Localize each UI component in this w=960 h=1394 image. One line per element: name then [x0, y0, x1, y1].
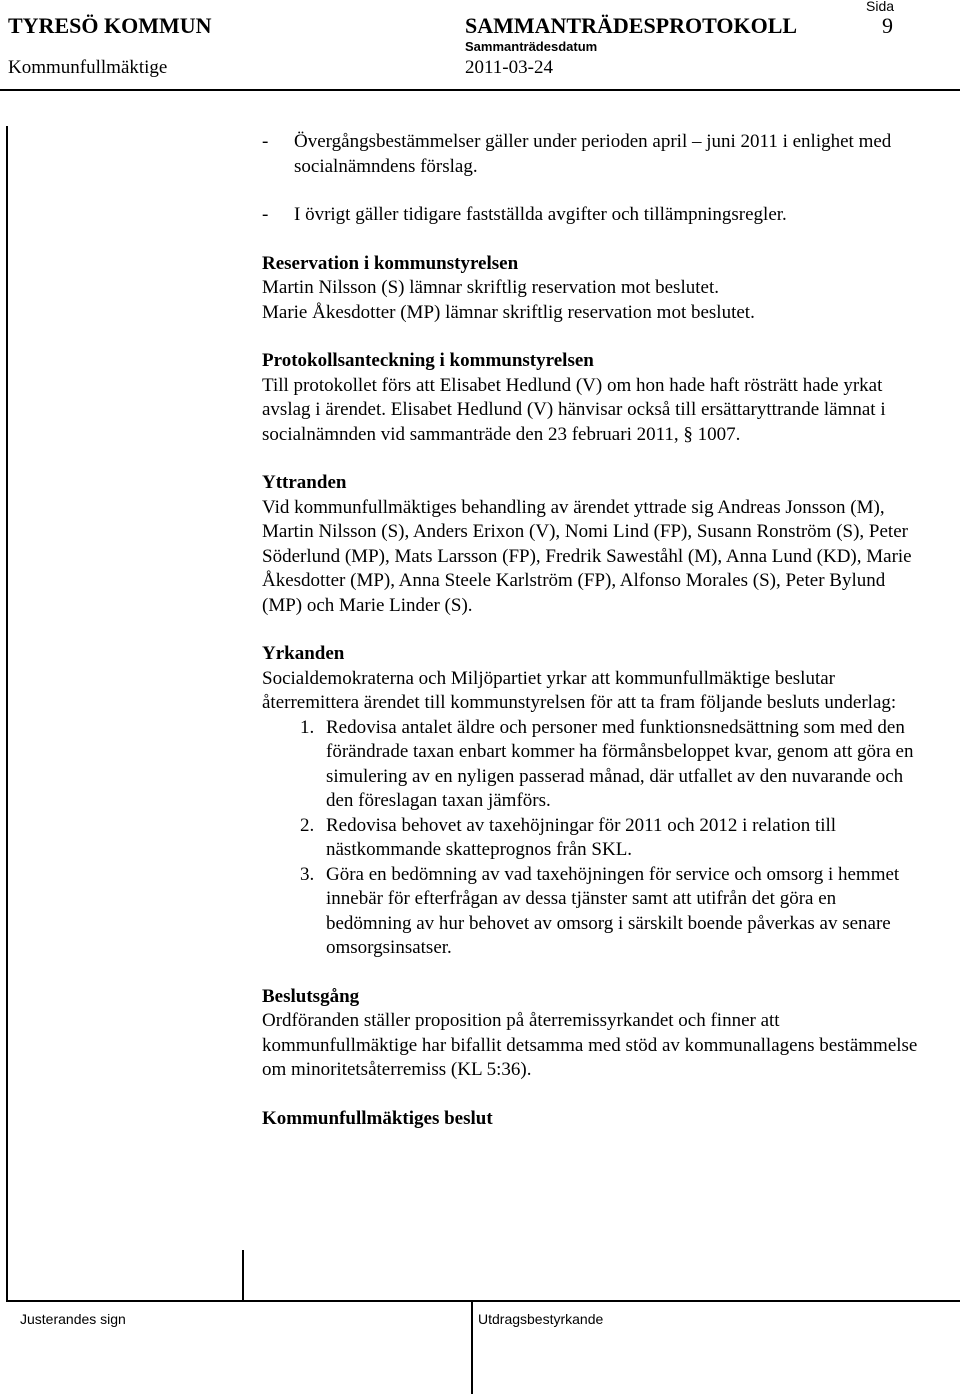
- reservation-line: Marie Åkesdotter (MP) lämnar skriftlig reservation mot beslutet.: [262, 301, 755, 323]
- bullet-text: Övergångsbestämmelser gäller under perioden april – juni 2011 i enlighet med socialnämndens förslag.: [294, 131, 892, 177]
- footer-divider-rule: [471, 1301, 473, 1394]
- list-item: [262, 863, 922, 961]
- protocol-body: [262, 130, 922, 1131]
- date-label: Sammanträdesdatum: [465, 39, 598, 54]
- list-item-number: 1.: [300, 716, 315, 738]
- body-name: Kommunfullmäktige: [8, 57, 168, 78]
- yttranden-heading: Yttranden: [262, 472, 347, 493]
- list-item-text: Göra en bedömning av vad taxehöjningen för service och omsorg i hemmet innebär för efterfrågan av dessa tjänster samt att utifrån det göra en bedömning av hur behovet av omsorg i särskilt boende påverkas av senare omsorgsinsatser.: [326, 863, 900, 958]
- bullet-item: [262, 130, 922, 179]
- list-item-number: 2.: [300, 814, 315, 836]
- footer-justerandes-sign: Justerandes sign: [20, 1311, 126, 1327]
- reservation-line: Martin Nilsson (S) lämnar skriftlig reservation mot beslutet.: [262, 277, 719, 298]
- left-margin-rule: [6, 126, 8, 1301]
- bullet-dash: -: [262, 204, 269, 225]
- municipality-name: TYRESÖ KOMMUN: [8, 13, 212, 38]
- protocol-title: SAMMANTRÄDESPROTOKOLL: [465, 13, 798, 38]
- list-item-text: Redovisa antalet äldre och personer med funktionsnedsättning som med den förändrade taxan enbart kommer ha förmånsbeloppet kvar, genom att göra en simulering av en nyligen passerad månad, där utfallet av den nuvarande och den föreslagan taxan jämförs.: [326, 716, 914, 811]
- list-item-text: Redovisa behovet av taxehöjningar för 2011 och 2012 i relation till nästkommande skatteprognos från SKL.: [326, 814, 837, 860]
- list-item-number: 3.: [300, 863, 315, 885]
- beslutsgang-heading: Beslutsgång: [262, 985, 360, 1007]
- bullet-item: [262, 203, 922, 228]
- list-item: [262, 814, 922, 863]
- list-item: [262, 716, 922, 814]
- page-label: Sida: [866, 0, 895, 14]
- bullet-dash: -: [262, 131, 269, 152]
- page-number: 9: [882, 13, 893, 38]
- meeting-date: 2011-03-24: [465, 57, 553, 78]
- final-decision-heading: Kommunfullmäktiges beslut: [262, 1107, 493, 1129]
- footer-utdragsbestyrkande: Utdragsbestyrkande: [478, 1311, 604, 1327]
- reservation-heading: Reservation i kommunstyrelsen: [262, 252, 519, 274]
- bullet-text: I övrigt gäller tidigare fastställda avgifter och tillämpningsregler.: [294, 204, 787, 225]
- beslutsgang-text: Ordföranden ställer proposition på återremissyrkandet och finner att kommunfullmäktige har bifallit detsamma med stöd av kommunallagens bestämmelse om minoritetsåterremiss (KL 5:36).: [262, 1010, 918, 1080]
- protokollsanteckning-text: Till protokollet förs att Elisabet Hedlund (V) om hon hade haft rösträtt hade yrkat avslag i ärendet. Elisabet Hedlund (V) hänvisar också till ersättaryttrande lämnat i socialnämnden vid sammanträde den 23 februari 2011, § 1007.: [262, 374, 886, 445]
- yrkanden-text: Socialdemokraterna och Miljöpartiet yrkar att kommunfullmäktige beslutar återremittera ärendet till kommunstyrelsen för att ta fram följande besluts underlag:: [262, 667, 897, 713]
- yrkanden-heading: Yrkanden: [262, 643, 345, 664]
- footer-rule: [6, 1300, 960, 1302]
- header-rule: [0, 89, 960, 91]
- yttranden-text: Vid kommunfullmäktiges behandling av ärendet yttrade sig Andreas Jonsson (M), Martin Nilsson (S), Anders Erixon (V), Nomi Lind (FP), Susann Ronström (S), Peter Söderlund (MP), Mats Larsson (FP), Fredrik Saweståhl (M), Anna Lund (KD), Marie Åkesdotter (MP), Anna Steele Karlström (FP), Alfonso Morales (S), Peter Bylund (MP) och Marie Linder (S).: [262, 496, 912, 616]
- yrkanden-list: [262, 716, 922, 961]
- column-rule: [242, 1250, 244, 1301]
- protokollsanteckning-heading: Protokollsanteckning i kommunstyrelsen: [262, 350, 594, 371]
